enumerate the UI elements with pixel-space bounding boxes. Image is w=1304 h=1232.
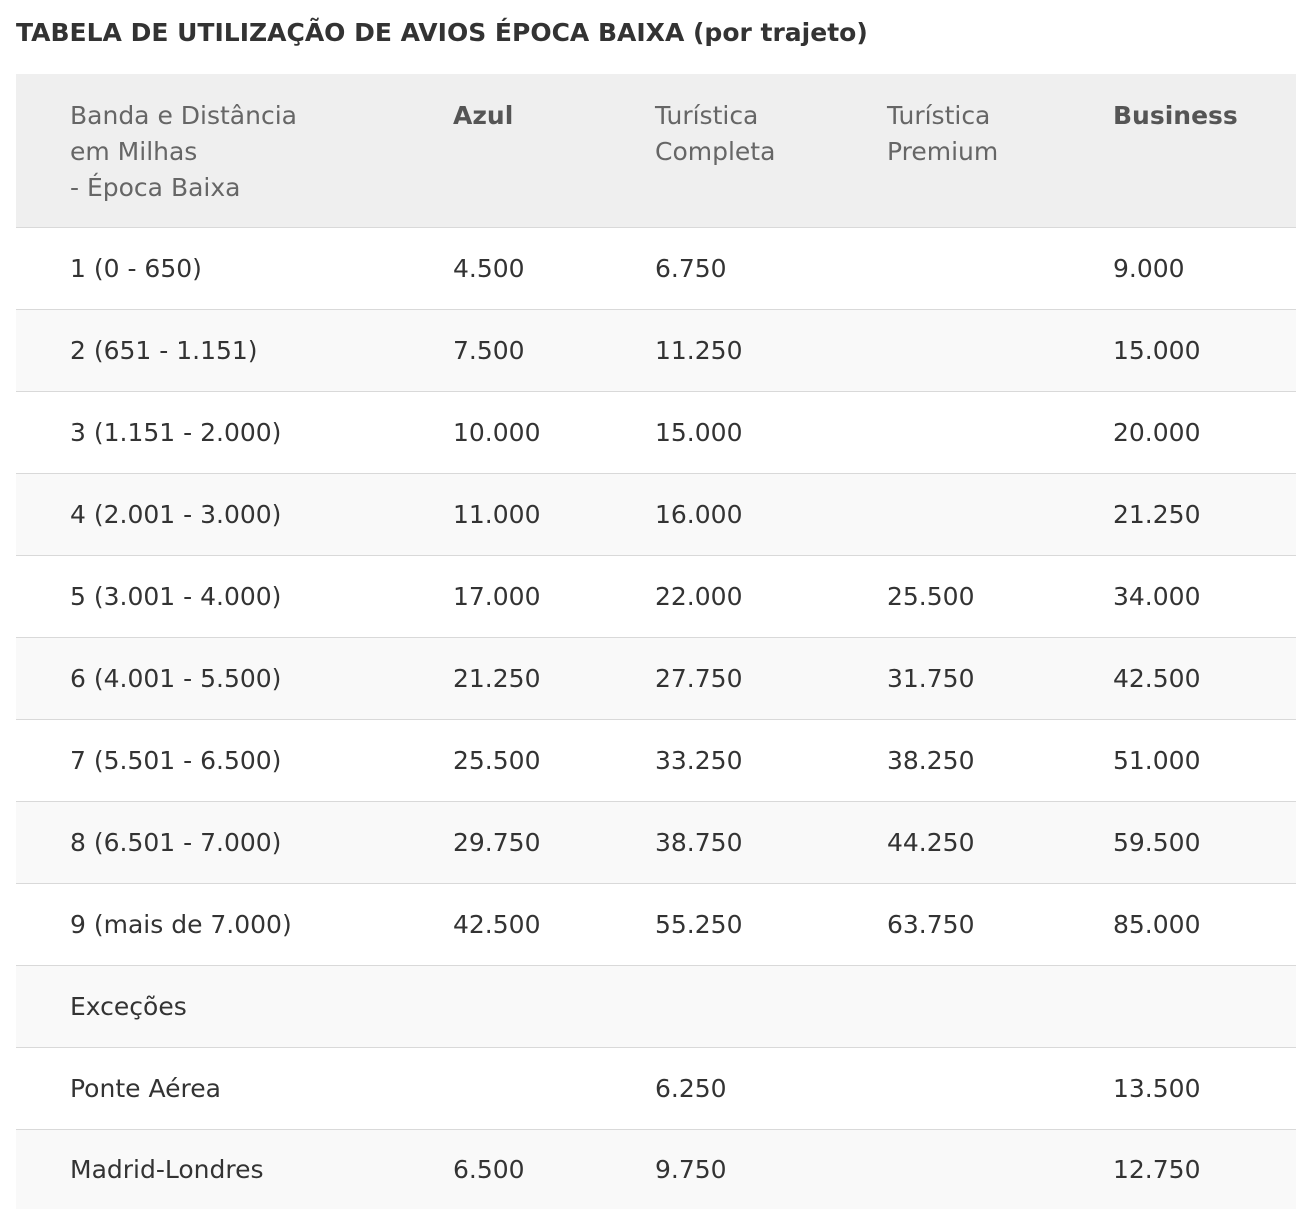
cell-business: 15.000 — [1113, 335, 1201, 365]
cell-band: 8 (6.501 - 7.000) — [70, 827, 282, 857]
cell-band: 4 (2.001 - 3.000) — [70, 499, 282, 529]
cell-turistica-completa: 6.250 — [655, 1073, 727, 1103]
cell-turistica-completa: 9.750 — [655, 1154, 727, 1184]
header-turistica-completa — [600, 74, 832, 227]
cell-turistica-premium — [832, 227, 1058, 309]
table-row — [16, 637, 1296, 719]
cell-band: Ponte Aérea — [70, 1073, 221, 1103]
cell-azul: 11.000 — [453, 499, 541, 529]
cell-turistica-premium: 31.750 — [887, 663, 975, 693]
header-tc-line: Completa — [655, 137, 776, 166]
cell-azul: 7.500 — [453, 335, 525, 365]
header-tc-line: Turística — [655, 101, 759, 130]
header-tp-line: Turística — [887, 101, 991, 130]
cell-business: 9.000 — [1113, 253, 1185, 283]
header-band-distance — [16, 74, 399, 227]
cell-band: 1 (0 - 650) — [70, 253, 202, 283]
cell-band: 6 (4.001 - 5.500) — [70, 663, 282, 693]
cell-turistica-completa: 6.750 — [655, 253, 727, 283]
cell-turistica-premium — [832, 1047, 1058, 1129]
table-row — [16, 883, 1296, 965]
header-turistica-premium — [832, 74, 1058, 227]
cell-azul: 17.000 — [453, 581, 541, 611]
cell-band: 2 (651 - 1.151) — [70, 335, 258, 365]
cell-turistica-premium — [832, 473, 1058, 555]
cell-turistica-completa: 15.000 — [655, 417, 743, 447]
table-row-section-excecoes — [16, 965, 1296, 1047]
cell-azul: 29.750 — [453, 827, 541, 857]
table-row — [16, 1047, 1296, 1129]
cell-turistica-completa: 11.250 — [655, 335, 743, 365]
table-row — [16, 719, 1296, 801]
table-row — [16, 391, 1296, 473]
header-band-line: - Época Baixa — [70, 173, 241, 202]
table-row — [16, 555, 1296, 637]
cell-turistica-completa: 16.000 — [655, 499, 743, 529]
table-row — [16, 1129, 1296, 1209]
header-band-line: Banda e Distância — [70, 101, 297, 130]
cell-turistica-premium: 63.750 — [887, 909, 975, 939]
cell-business: 85.000 — [1113, 909, 1201, 939]
cell-azul: 42.500 — [453, 909, 541, 939]
table-row — [16, 801, 1296, 883]
cell-business: 42.500 — [1113, 663, 1201, 693]
cell-band: Exceções — [70, 991, 187, 1021]
cell-azul — [399, 965, 600, 1047]
cell-band: 9 (mais de 7.000) — [70, 909, 292, 939]
cell-band: 3 (1.151 - 2.000) — [70, 417, 282, 447]
cell-turistica-completa: 38.750 — [655, 827, 743, 857]
cell-business: 34.000 — [1113, 581, 1201, 611]
cell-turistica-premium: 44.250 — [887, 827, 975, 857]
cell-business: 59.500 — [1113, 827, 1201, 857]
cell-turistica-premium — [832, 1129, 1058, 1209]
cell-turistica-completa — [600, 965, 832, 1047]
table-row — [16, 227, 1296, 309]
cell-band: 5 (3.001 - 4.000) — [70, 581, 282, 611]
cell-turistica-completa: 55.250 — [655, 909, 743, 939]
table-header-row — [16, 74, 1296, 227]
cell-turistica-premium — [832, 391, 1058, 473]
avios-table — [16, 74, 1296, 1209]
cell-turistica-completa: 27.750 — [655, 663, 743, 693]
cell-business: 51.000 — [1113, 745, 1201, 775]
cell-turistica-premium: 25.500 — [887, 581, 975, 611]
cell-business: 13.500 — [1113, 1073, 1201, 1103]
header-business: Business — [1113, 101, 1238, 130]
table-row — [16, 473, 1296, 555]
cell-turistica-premium — [832, 309, 1058, 391]
cell-turistica-completa: 33.250 — [655, 745, 743, 775]
cell-business: 21.250 — [1113, 499, 1201, 529]
cell-turistica-premium — [832, 965, 1058, 1047]
cell-azul: 4.500 — [453, 253, 525, 283]
page-title: TABELA DE UTILIZAÇÃO DE AVIOS ÉPOCA BAIXA (por trajeto) — [16, 18, 868, 47]
header-band-line: em Milhas — [70, 137, 198, 166]
cell-band: 7 (5.501 - 6.500) — [70, 745, 282, 775]
cell-business: 20.000 — [1113, 417, 1201, 447]
header-tp-line: Premium — [887, 137, 999, 166]
cell-turistica-premium: 38.250 — [887, 745, 975, 775]
cell-business — [1058, 965, 1296, 1047]
cell-azul: 6.500 — [453, 1154, 525, 1184]
cell-azul — [399, 1047, 600, 1129]
cell-business: 12.750 — [1113, 1154, 1201, 1184]
cell-turistica-completa: 22.000 — [655, 581, 743, 611]
cell-azul: 10.000 — [453, 417, 541, 447]
table-row — [16, 309, 1296, 391]
table-header — [16, 74, 1296, 227]
table-body — [16, 227, 1296, 1209]
header-azul: Azul — [453, 101, 514, 130]
cell-azul: 21.250 — [453, 663, 541, 693]
cell-band: Madrid-Londres — [70, 1154, 264, 1184]
cell-azul: 25.500 — [453, 745, 541, 775]
